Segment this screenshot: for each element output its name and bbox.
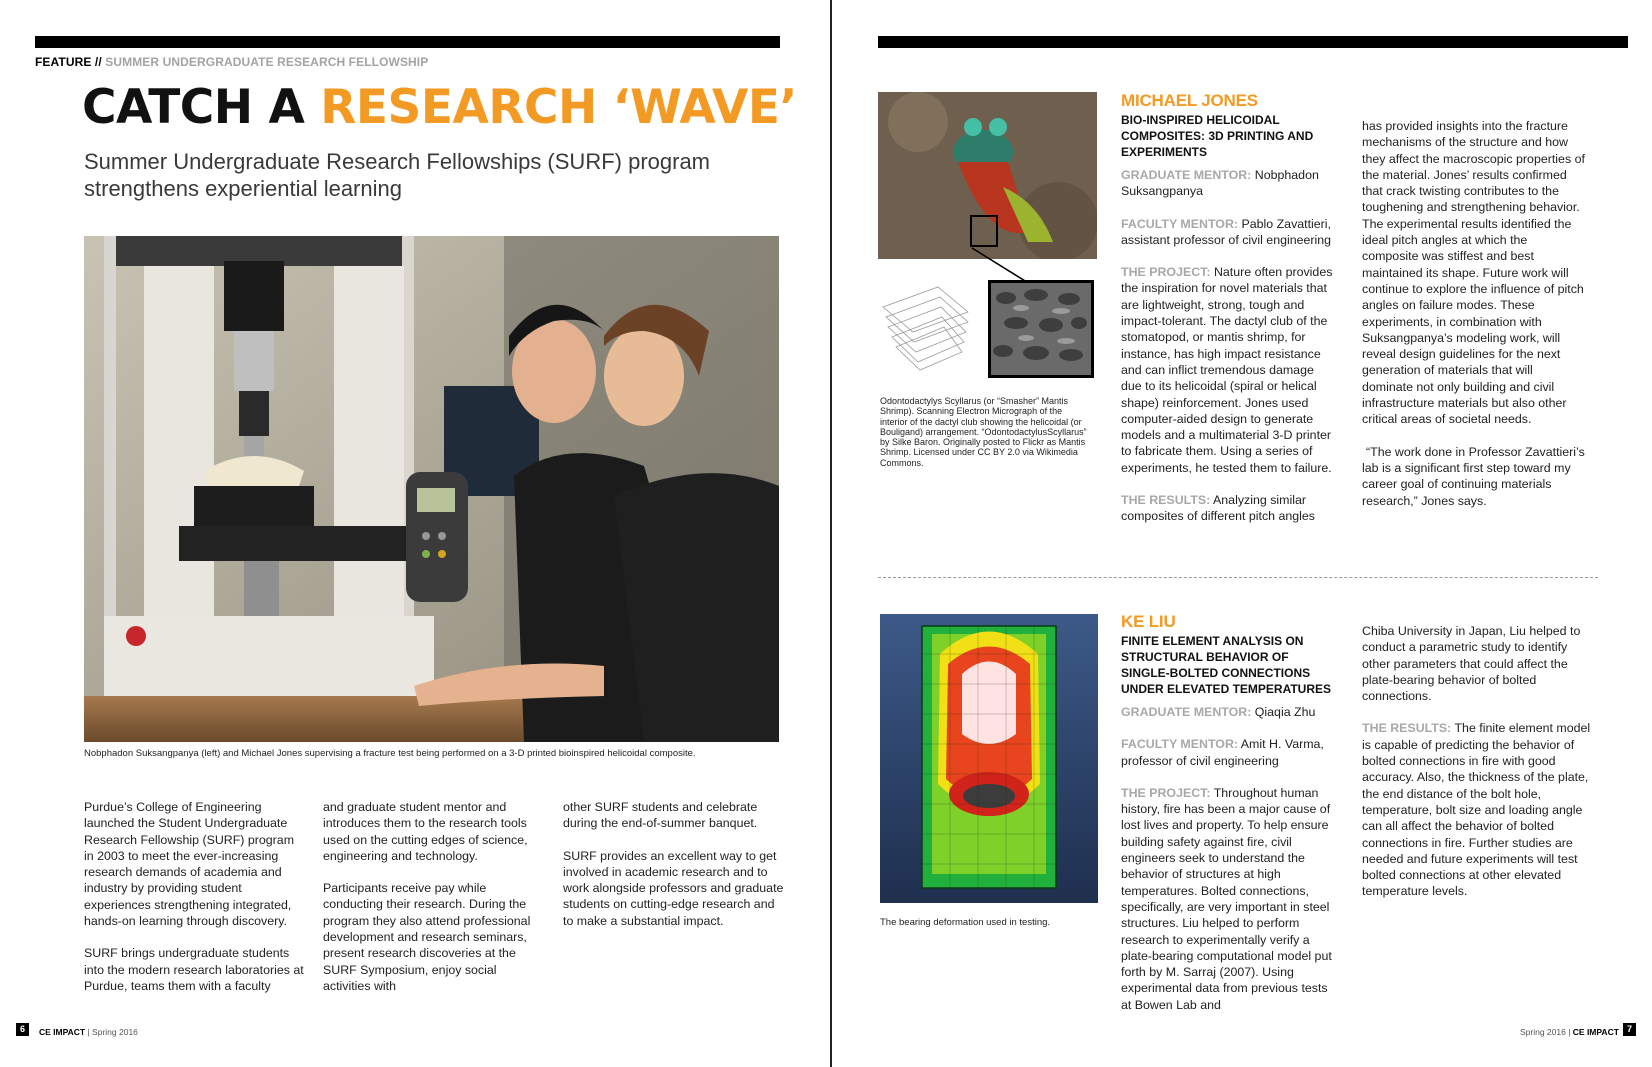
body-paragraph: and graduate student mentor and introduces them to the research tools used on the cutting edges of science, engineering and technology. <box>323 800 528 863</box>
results-line <box>1362 720 1592 899</box>
headline-part1: CATCH A <box>82 80 321 135</box>
grad-mentor-label: GRADUATE MENTOR: <box>1121 705 1252 719</box>
main-photo-caption: Nobphadon Suksangpanya (left) and Michael Jones supervising a fracture test being performed on a 3-D printed bioinspired helicoidal composite. <box>84 748 696 759</box>
faculty-mentor-label: FACULTY MENTOR: <box>1121 216 1239 231</box>
story2-continuation: Chiba University in Japan, Liu helped to conduct a parametric study to identify other parameters that could affect the plate-bearing behavior of bolted connections. <box>1362 624 1581 704</box>
footer-issue: | Spring 2016 <box>85 1027 138 1037</box>
grad-mentor-line <box>1121 167 1336 200</box>
footer-right <box>1520 1027 1619 1037</box>
subtitle: Summer Undergraduate Research Fellowships (SURF) program strengthens experiential learning <box>84 149 711 201</box>
faculty-mentor-value: Pablo Zavattieri, assistant professor of civil engineering <box>1121 216 1332 247</box>
student-name-liu: KE LIU <box>1121 612 1176 631</box>
footer-pub: CE IMPACT <box>39 1027 86 1037</box>
results-value: Analyzing similar composites of different pitch angles <box>1121 493 1316 524</box>
body-paragraph: other SURF students and celebrate during the end-of-summer banquet. <box>563 800 758 831</box>
section-header <box>35 55 428 69</box>
faculty-mentor-line <box>1121 736 1336 769</box>
grad-mentor-value: Nobphadon Suksangpanya <box>1121 168 1319 199</box>
page-spine <box>830 0 832 1067</box>
project-value: Nature often provides the inspiration for novel materials that are lightweight, strong, tough and impact-tolerant. The dactyl club of the stomatopod, or mantis shrimp, for instance, has high impact resistance and can inflict tremendous damage due to its helicoidal (spiral or helical shape) reinforcement. Jones used computer-aided design to generate models and a multimaterial 3-D printer to fabricate them. Using a series of experiments, he tested them to failure. <box>1121 265 1333 475</box>
project-value: Throughout human history, fire has been a major cause of lost lives and property. To help ensure building safety against fire, civil engineers seek to understand the behavior of structures at high temperatures. Bolted connections, specifically, are very important in steel structures. Liu helped to perform research to experimentally verify a plate-bearing computational model put forth by M. Sarraj (2007). Using experimental data from previous tests at Bowen Lab and <box>1121 785 1332 1012</box>
body-column-2 <box>323 799 543 1010</box>
project-label: THE PROJECT: <box>1121 785 1211 800</box>
body-column-1 <box>84 799 306 1010</box>
footer-issue: Spring 2016 | <box>1520 1027 1573 1037</box>
shrimp-caption: Odontodactylys Scyllarus (or “Smasher” Mantis Shrimp). Scanning Electron Micrograph of the interior of the dactyl club showing the helicoidal (or Bouligand) arrangement. “OdontodactylusScyllarus” by Silke Baron. Originally posted to Flickr as Mantis Shrimp. Licensed under CC BY 2.0 via Wikimedia Commons. <box>880 396 1087 468</box>
results-label: THE RESULTS: <box>1121 493 1211 508</box>
body-paragraph: Purdue’s College of Engineering launched the Student Undergraduate Research Fellowship (SURF) program in 2003 to meet the ever-increasing research demands of academia and industry by providing student experiences strengthening integrated, hands-on learning through discovery. <box>84 800 295 929</box>
helicoid-diagram <box>878 282 973 372</box>
headline <box>82 80 797 135</box>
story-divider <box>878 577 1598 578</box>
header-separator: // <box>91 55 106 69</box>
story1-column-2 <box>1362 118 1587 525</box>
body-column-3 <box>563 799 785 945</box>
top-rule-left <box>35 36 780 48</box>
body-paragraph: SURF brings undergraduate students into the modern research laboratories at Purdue, teams them with a faculty <box>84 946 304 993</box>
top-rule-right <box>878 36 1628 48</box>
project-title-liu: FINITE ELEMENT ANALYSIS ON STRUCTURAL BEHAVIOR OF SINGLE-BOLTED CONNECTIONS UNDER ELEVATED TEMPERATURES <box>1121 634 1332 696</box>
grad-mentor-value: Qiaqia Zhu <box>1251 705 1316 719</box>
story2-column-1 <box>1121 704 1336 1029</box>
sem-micrograph <box>988 280 1094 378</box>
faculty-mentor-label: FACULTY MENTOR: <box>1121 737 1239 752</box>
grad-mentor-label: GRADUATE MENTOR: <box>1121 168 1252 182</box>
fea-caption: The bearing deformation used in testing. <box>880 917 1051 928</box>
header-section: SUMMER UNDERGRADUATE RESEARCH FELLOWSHIP <box>105 55 429 69</box>
project-title-jones: BIO-INSPIRED HELICOIDAL COMPOSITES: 3D PRINTING AND EXPERIMENTS <box>1121 113 1314 159</box>
results-line <box>1121 492 1336 525</box>
faculty-mentor-line <box>1121 216 1336 249</box>
student-name-jones: MICHAEL JONES <box>1121 91 1258 110</box>
footer-pub: CE IMPACT <box>1572 1027 1619 1037</box>
story1-continuation: has provided insights into the fracture mechanisms of the structure and how they affect the macroscopic properties of the material. Jones’ results confirmed that crack twisting contributes to the toughening and strengthening behavior. The experimental results identified the ideal pitch angles at which the composite was stiffest and best maintained its shape. Future work will continue to explore the influence of pitch angles on failure modes. These experiments, in combination with Suksangpanya’s modeling work, will reveal design guidelines for the next generation of materials that will dominate not only building and civil infrastructure materials but also other critical areas of societal needs. <box>1362 119 1585 427</box>
fea-bearing-image <box>880 614 1098 903</box>
story1-column-1 <box>1121 167 1336 541</box>
body-paragraph: Participants receive pay while conducting their research. During the program they also attend professional development and research seminars, present research discoveries at the SURF Symposium, enjoy social activities with <box>323 881 531 993</box>
header-kicker: FEATURE <box>35 55 92 69</box>
footer-left <box>39 1027 138 1037</box>
grad-mentor-line <box>1121 704 1336 720</box>
project-line <box>1121 785 1336 1013</box>
story2-column-2 <box>1362 623 1592 916</box>
lab-photo <box>84 236 779 742</box>
results-label: THE RESULTS: <box>1362 721 1452 736</box>
story1-quote: “The work done in Professor Zavattieri’s lab is a significant first step toward my career goal of continuing materials research,” Jones says. <box>1362 444 1585 508</box>
body-paragraph: SURF provides an excellent way to get involved in academic research and to work alongside professors and graduate students on cutting-edge research and to make a substantial impact. <box>563 848 784 928</box>
faculty-mentor-value: Amit H. Varma, professor of civil engineering <box>1121 737 1324 768</box>
results-value: The finite element model is capable of predicting the behavior of bolted connections in fire with good accuracy. Also, the thickness of the plate, the end distance of the bolt hole, temperature, bolt size and loading angle can all affect the behavior of bolted connections in fire. Further studies are needed and future experiments will test bolted connections at other elevated temperature levels. <box>1362 721 1591 899</box>
page-number-right: 7 <box>1623 1023 1636 1036</box>
mantis-shrimp-photo <box>878 92 1097 259</box>
project-label: THE PROJECT: <box>1121 265 1211 280</box>
project-line <box>1121 264 1336 476</box>
headline-part2: RESEARCH ‘WAVE’ <box>320 80 797 135</box>
page-number-left: 6 <box>16 1023 29 1036</box>
